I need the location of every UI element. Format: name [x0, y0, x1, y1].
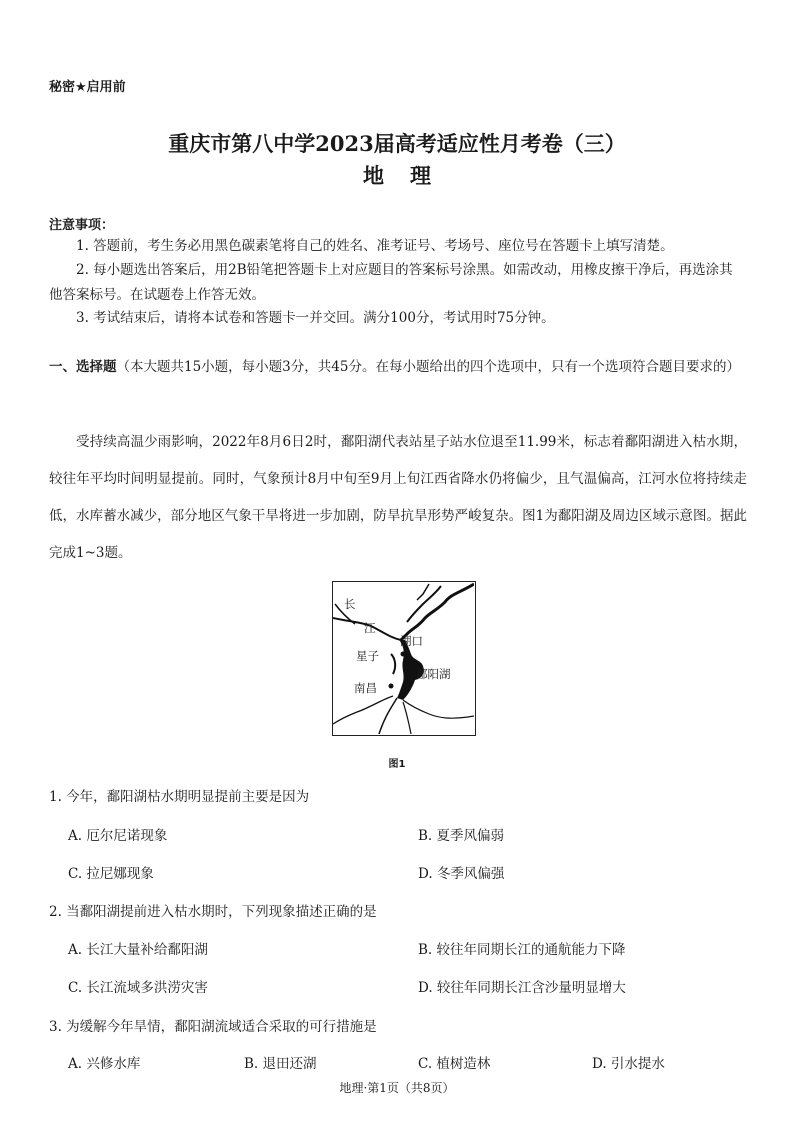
notice-item-3: 3. 考试结束后，请将本试卷和答题卡一并交回。满分100分，考试用时75分钟。: [76, 310, 555, 326]
question-2-option-b: B. 较往年同期长江的通航能力下降: [418, 942, 626, 958]
exam-title: 重庆市第八中学2023届高考适应性月考卷（三）: [168, 131, 626, 156]
question-1-option-d: D. 冬季风偏强: [418, 866, 505, 882]
figure-caption: 图1: [388, 759, 406, 770]
map-label-hukou: 湖口: [400, 634, 423, 648]
question-1-option-a: A. 厄尔尼诺现象: [68, 828, 168, 844]
section-header: [49, 350, 749, 384]
poyang-lake-map: [332, 581, 476, 736]
map-label-poyanghu: 鄱阳湖: [416, 667, 451, 681]
question-1-option-c: C. 拉尼娜现象: [68, 866, 154, 882]
question-3-option-a: A. 兴修水库: [68, 1056, 141, 1072]
question-2-option-c: C. 长江流域多洪涝灾害: [68, 980, 208, 996]
confidential-label: 秘密★启用前: [49, 80, 126, 95]
subject-title: 地理: [363, 163, 457, 188]
notice-item-1: 1. 答题前，考生务必用黑色碳素笔将自己的姓名、准考证号、考场号、座位号在答题卡上填写清楚。: [76, 238, 674, 254]
question-3-option-b: B. 退田还湖: [244, 1056, 317, 1072]
reading-passage: 受持续高温少雨影响，2022年8月6日2时，鄱阳湖代表站星子站水位退至11.99米，标志着鄱阳湖进入枯水期，较往年平均时间明显提前。同时，气象预计8月中旬至9月上旬江西省降水仍将偏少，且气温偏高，江河水位将持续走低，水库蓄水减少，部分地区气象干旱将进一步加剧，防旱抗旱形势严峻复杂。图1为鄱阳湖及周边区域示意图。据此完成1~3题。: [49, 434, 747, 561]
question-1-stem: 1. 今年，鄱阳湖枯水期明显提前主要是因为: [49, 789, 310, 805]
question-2-option-d: D. 较往年同期长江含沙量明显增大: [418, 980, 626, 996]
section-heading: 一、选择题: [49, 359, 117, 375]
map-label-nanchang: 南昌: [354, 681, 377, 695]
question-2-stem: 2. 当鄱阳湖提前进入枯水期时，下列现象描述正确的是: [49, 904, 377, 920]
map-label-xingzi: 星子: [356, 649, 379, 663]
question-3-option-d: D. 引水提水: [592, 1056, 665, 1072]
map-label-chang: 长: [344, 597, 356, 611]
notice-heading: 注意事项：: [49, 218, 115, 233]
question-1-option-b: B. 夏季风偏弱: [418, 828, 505, 844]
question-2-option-a: A. 长江大量补给鄱阳湖: [68, 942, 208, 958]
section-description: （本大题共15小题，每小题3分，共45分。在每小题给出的四个选项中，只有一个选项符合题目要求的）: [116, 359, 740, 375]
page-footer: 地理·第1页（共8页）: [339, 1081, 455, 1095]
question-3-option-c: C. 植树造林: [418, 1056, 491, 1072]
map-label-jiang: 江: [364, 621, 376, 635]
notice-item-2: 2. 每小题选出答案后，用2B铅笔把答题卡上对应题目的答案标号涂黑。如需改动，用橡皮擦干净后，再选涂其他答案标号。在试题卷上作答无效。: [49, 262, 733, 303]
question-3-stem: 3. 为缓解今年旱情，鄱阳湖流域适合采取的可行措施是: [49, 1019, 377, 1035]
